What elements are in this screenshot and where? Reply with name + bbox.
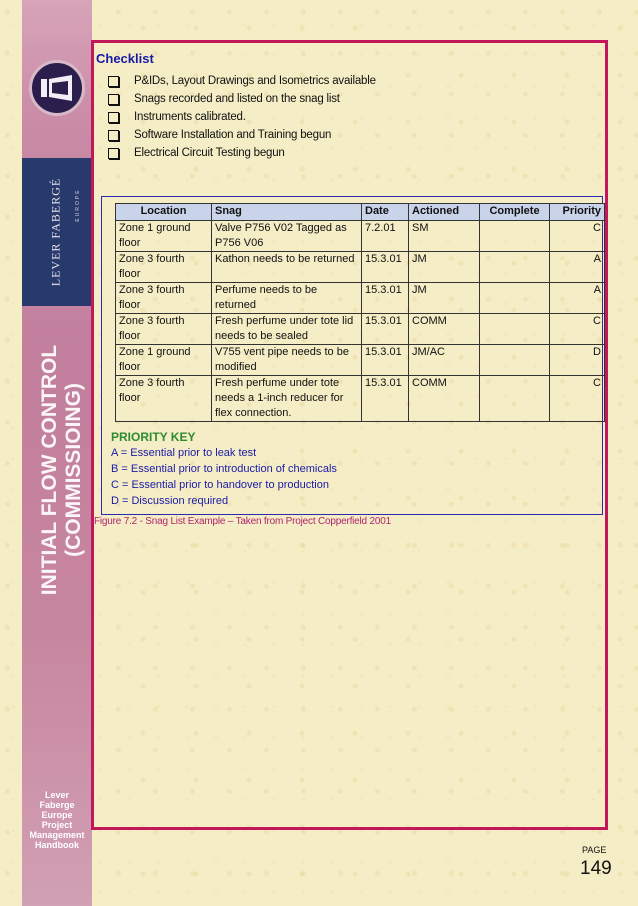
cell-date: 15.3.01 xyxy=(362,314,409,345)
header-date: Date xyxy=(362,204,409,221)
cell-priority: A xyxy=(550,252,605,283)
checkbox-icon xyxy=(108,112,119,123)
handbook-line: Handbook xyxy=(35,840,79,850)
checklist-item xyxy=(108,144,376,162)
cell-date: 15.3.01 xyxy=(362,283,409,314)
section-title-line1: INITIAL FLOW CONTROL xyxy=(38,344,61,596)
header-complete: Complete xyxy=(480,204,550,221)
handbook-label xyxy=(22,790,92,850)
table-row xyxy=(116,345,605,376)
cell-snag: Kathon needs to be returned xyxy=(212,252,362,283)
cell-actioned: JM xyxy=(409,252,480,283)
logo-emblem xyxy=(29,60,85,116)
checklist-title: Checklist xyxy=(96,51,154,66)
section-title xyxy=(38,345,86,595)
checklist-item xyxy=(108,108,376,126)
checklist-item-label: Snags recorded and listed on the snag list xyxy=(134,93,340,105)
cell-complete xyxy=(480,376,550,422)
checklist-item-label: P&IDs, Layout Drawings and Isometrics available xyxy=(134,75,376,87)
header-snag: Snag xyxy=(212,204,362,221)
table-row xyxy=(116,314,605,345)
checklist-item-label: Electrical Circuit Testing begun xyxy=(134,147,285,159)
table-row xyxy=(116,283,605,314)
sidebar xyxy=(22,0,92,906)
cell-date: 15.3.01 xyxy=(362,252,409,283)
table-header-row xyxy=(116,204,605,221)
checklist-item xyxy=(108,90,376,108)
checkbox-icon xyxy=(108,76,119,87)
priority-key-item: C = Essential prior to handover to production xyxy=(111,479,329,491)
handbook-line: Management xyxy=(29,830,85,840)
cell-actioned: SM xyxy=(409,221,480,252)
checklist xyxy=(108,72,376,162)
cell-snag: Fresh perfume under tote lid needs to be sealed xyxy=(212,314,362,345)
cell-complete xyxy=(480,221,550,252)
cell-location: Zone 1 ground floor xyxy=(116,345,212,376)
cell-complete xyxy=(480,314,550,345)
page-number: 149 xyxy=(580,858,612,879)
cell-actioned: COMM xyxy=(409,314,480,345)
cell-location: Zone 3 fourth floor xyxy=(116,283,212,314)
table-row xyxy=(116,376,605,422)
priority-key-item: A = Essential prior to leak test xyxy=(111,447,257,459)
checklist-item xyxy=(108,72,376,90)
cell-complete xyxy=(480,345,550,376)
handbook-line: Project xyxy=(41,820,73,830)
header-priority: Priority xyxy=(550,204,605,221)
brand-name: LEVER FABERGÉ xyxy=(48,177,63,287)
cell-snag: V755 vent pipe needs to be modified xyxy=(212,345,362,376)
priority-key-title: PRIORITY KEY xyxy=(111,430,196,444)
figure-caption: Figure 7.2 - Snag List Example – Taken from Project Copperfield 2001 xyxy=(94,516,391,527)
cell-priority: C xyxy=(550,314,605,345)
checklist-item xyxy=(108,126,376,144)
checklist-item-label: Software Installation and Training begun xyxy=(134,129,332,141)
cell-location: Zone 1 ground floor xyxy=(116,221,212,252)
priority-key-item: B = Essential prior to introduction of chemicals xyxy=(111,463,337,475)
section-title-line2: (COMMISSIOING) xyxy=(62,383,85,557)
cell-priority: C xyxy=(550,221,605,252)
header-actioned: Actioned xyxy=(409,204,480,221)
cell-snag: Fresh perfume under tote needs a 1-inch reducer for flex connection. xyxy=(212,376,362,422)
header-location: Location xyxy=(116,204,212,221)
cell-snag: Valve P756 V02 Tagged as P756 V06 xyxy=(212,221,362,252)
table-row xyxy=(116,252,605,283)
cell-priority: D xyxy=(550,345,605,376)
cell-complete xyxy=(480,252,550,283)
checkbox-icon xyxy=(108,130,119,141)
checkbox-icon xyxy=(108,94,119,105)
cell-actioned: JM xyxy=(409,283,480,314)
table-row xyxy=(116,221,605,252)
handbook-line: Lever xyxy=(44,790,70,800)
cell-location: Zone 3 fourth floor xyxy=(116,252,212,283)
cell-actioned: JM/AC xyxy=(409,345,480,376)
cell-location: Zone 3 fourth floor xyxy=(116,314,212,345)
priority-key xyxy=(111,429,337,509)
cell-complete xyxy=(480,283,550,314)
logo-icon xyxy=(40,75,74,101)
handbook-line: Europe xyxy=(41,810,73,820)
brand-sub: EUROPE xyxy=(75,188,81,222)
cell-date: 15.3.01 xyxy=(362,345,409,376)
snag-table xyxy=(115,203,605,422)
cell-priority: A xyxy=(550,283,605,314)
cell-snag: Perfume needs to be returned xyxy=(212,283,362,314)
page-label: PAGE xyxy=(582,845,607,855)
checkbox-icon xyxy=(108,148,119,159)
cell-location: Zone 3 fourth floor xyxy=(116,376,212,422)
cell-date: 7.2.01 xyxy=(362,221,409,252)
cell-priority: C xyxy=(550,376,605,422)
handbook-line: Faberge xyxy=(39,800,75,810)
cell-date: 15.3.01 xyxy=(362,376,409,422)
priority-key-item: D = Discussion required xyxy=(111,495,229,507)
checklist-item-label: Instruments calibrated. xyxy=(134,111,246,123)
cell-actioned: COMM xyxy=(409,376,480,422)
